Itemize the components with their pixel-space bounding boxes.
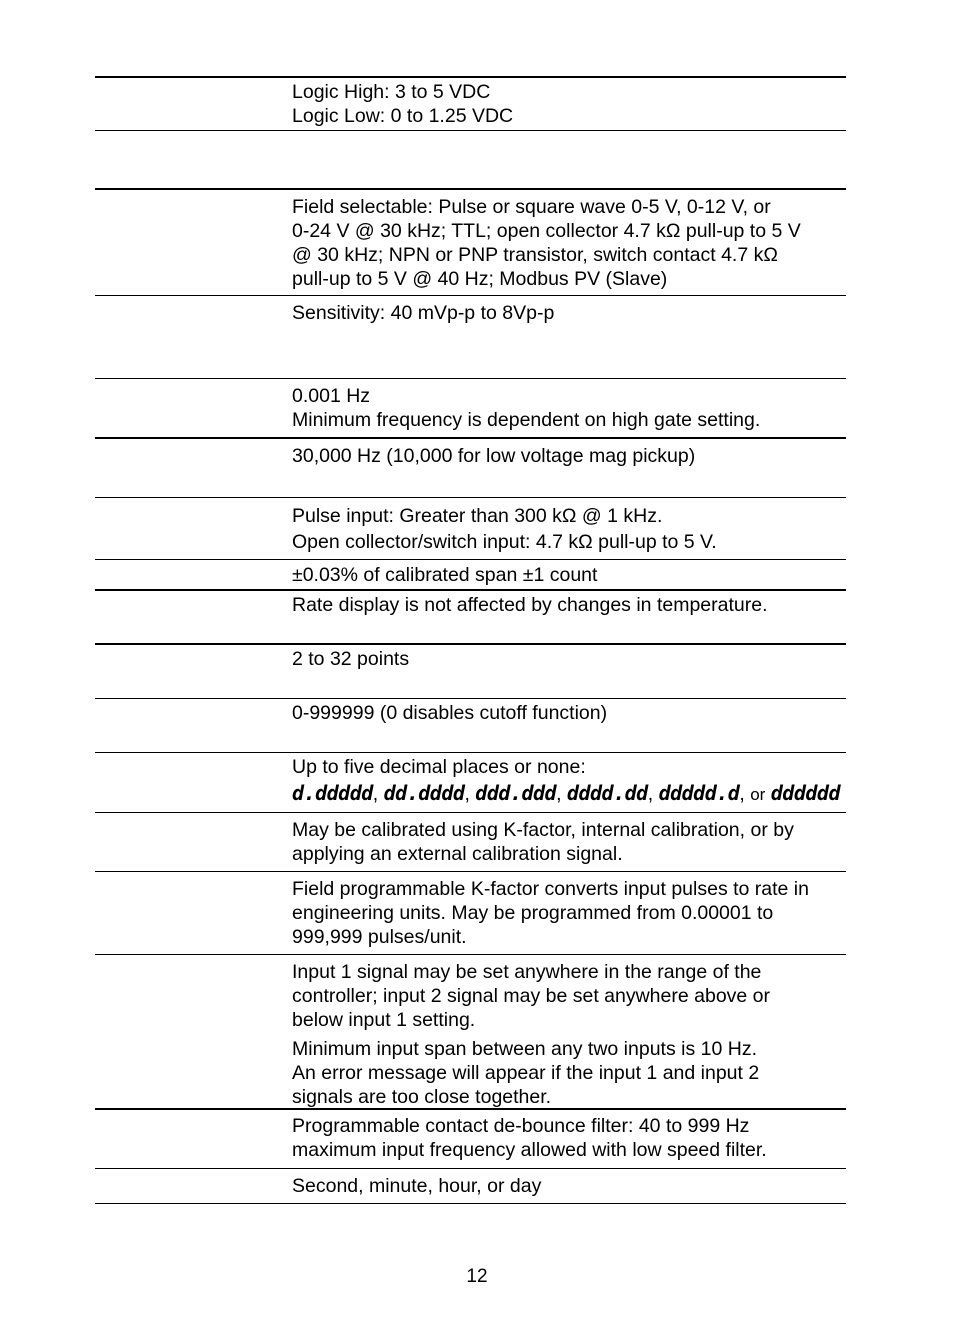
table-rule — [95, 130, 846, 131]
spec-text: Second, minute, hour, or day — [292, 1175, 542, 1197]
spec-text: 2 to 32 points — [292, 648, 410, 670]
spec-row-linearization-points — [292, 647, 852, 671]
spec-text: May be calibrated using K-factor, internal calibration, or by — [292, 819, 794, 841]
spec-text: controller; input 2 signal may be set anywhere above or — [292, 985, 771, 1007]
spec-text: Up to five decimal places or none: — [292, 756, 586, 778]
spec-text: 30,000 Hz (10,000 for low voltage mag pickup) — [292, 445, 696, 467]
spec-text: Field programmable K-factor converts input pulses to rate in — [292, 878, 809, 900]
decimal-format: dddddd — [770, 781, 840, 805]
or-text: or — [750, 785, 766, 804]
separator: , — [372, 783, 379, 805]
table-rule — [95, 76, 846, 78]
spec-text: Minimum input span between any two inputs is 10 Hz. — [292, 1038, 757, 1060]
spec-text: ±0.03% of calibrated span ±1 count — [292, 564, 598, 586]
spec-text: Minimum frequency is dependent on high gate setting. — [292, 409, 761, 431]
table-rule — [95, 752, 846, 753]
decimal-format: dd.dddd — [383, 781, 465, 805]
spec-text: 999,999 pulses/unit. — [292, 926, 467, 948]
table-rule — [95, 812, 846, 813]
decimal-format: ddddd.d — [658, 781, 740, 805]
table-rule — [95, 188, 846, 190]
separator: , — [464, 783, 470, 805]
table-rule — [95, 295, 846, 296]
spec-row-min-frequency — [292, 384, 852, 432]
spec-text: maximum input frequency allowed with low speed filter. — [292, 1139, 767, 1161]
spec-text: Logic Low: 0 to 1.25 VDC — [292, 105, 514, 127]
table-rule — [95, 559, 846, 560]
table-rule — [95, 497, 846, 498]
table-rule — [95, 871, 846, 872]
spec-text: engineering units. May be programmed from 0.00001 to — [292, 902, 774, 924]
spec-text: Pulse input: Greater than 300 kΩ @ 1 kHz. — [292, 505, 663, 527]
spec-row-filter — [292, 1114, 852, 1162]
spec-text: Logic High: 3 to 5 VDC — [292, 81, 491, 103]
spec-row-max-frequency — [292, 444, 852, 468]
table-rule — [95, 954, 846, 955]
spec-text: applying an external calibration signal. — [292, 843, 623, 865]
spec-row-input-impedance — [292, 504, 852, 554]
spec-row-input-type — [292, 195, 852, 291]
spec-row-time-base — [292, 1174, 852, 1198]
spec-row-k-factor — [292, 877, 852, 949]
table-rule — [95, 589, 846, 591]
spec-row-decimal-point — [292, 755, 852, 805]
spec-text: Sensitivity: 40 mVp-p to 8Vp-p — [292, 302, 555, 324]
decimal-format: d.ddddd — [292, 781, 373, 805]
table-rule — [95, 643, 846, 645]
spec-row-calibration-range — [292, 960, 852, 1109]
table-rule — [95, 437, 846, 439]
table-rule — [95, 1203, 846, 1204]
spec-text: 0-24 V @ 30 kHz; TTL; open collector 4.7 kΩ pull-up to 5 V — [292, 220, 801, 242]
spec-row-low-flow-cutoff — [292, 701, 852, 725]
spec-row-logic-levels — [292, 80, 852, 128]
spec-row-temperature-drift — [292, 593, 852, 617]
spec-text: Rate display is not affected by changes in temperature. — [292, 594, 768, 616]
spec-text: Field selectable: Pulse or square wave 0-5 V, 0-12 V, or — [292, 196, 771, 218]
decimal-format: dddd.dd — [566, 781, 648, 805]
spec-text: Input 1 signal may be set anywhere in the range of the — [292, 961, 762, 983]
separator: , — [647, 783, 654, 805]
spec-text: pull-up to 5 V @ 40 Hz; Modbus PV (Slave) — [292, 268, 668, 290]
spec-row-calibration — [292, 818, 852, 866]
spec-row-accuracy — [292, 563, 852, 587]
spec-text: Programmable contact de-bounce filter: 40 to 999 Hz — [292, 1115, 750, 1137]
spec-text: below input 1 setting. — [292, 1009, 476, 1031]
decimal-format: ddd.ddd — [475, 781, 557, 805]
spec-text: @ 30 kHz; NPN or PNP transistor, switch contact 4.7 kΩ — [292, 244, 778, 266]
spec-text: Open collector/switch input: 4.7 kΩ pull-up to 5 V. — [292, 531, 717, 553]
table-rule — [95, 1168, 846, 1169]
separator: , — [739, 783, 745, 805]
table-rule — [95, 698, 846, 699]
spec-text: 0.001 Hz — [292, 385, 371, 407]
spec-row-sensitivity — [292, 301, 852, 325]
spec-text: An error message will appear if the input 1 and input 2 — [292, 1062, 760, 1084]
decimal-format-list — [292, 781, 852, 805]
spec-text: signals are too close together. — [292, 1086, 552, 1108]
separator: , — [556, 783, 562, 805]
page-number: 12 — [466, 1266, 488, 1287]
spec-text: 0-999999 (0 disables cutoff function) — [292, 702, 608, 724]
table-rule — [95, 378, 846, 379]
